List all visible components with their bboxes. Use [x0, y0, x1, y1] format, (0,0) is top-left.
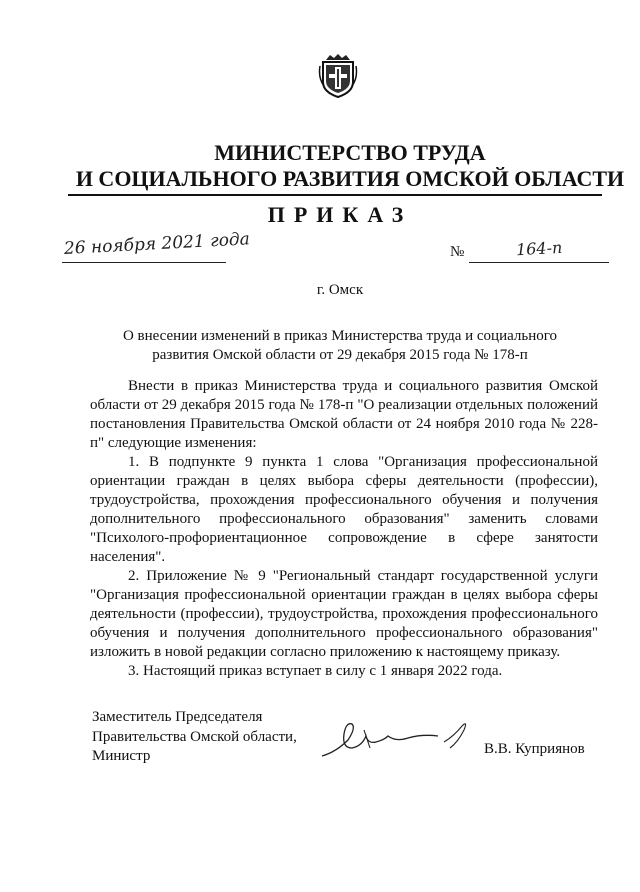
subject-line1: О внесении изменений в приказ Министерства труда и социального: [122, 328, 558, 344]
ministry-name-line1: МИНИСТЕРСТВО ТРУДА: [214, 140, 486, 165]
signer-title: [92, 708, 297, 767]
order-subject: [110, 327, 570, 365]
date-underline: [62, 262, 226, 263]
subject-line2: развития Омской области от 29 декабря 2015 года № 178-п: [152, 347, 528, 363]
ministry-name-line2: И СОЦИАЛЬНОГО РАЗВИТИЯ ОМСКОЙ ОБЛАСТИ: [75, 166, 625, 191]
number-underline: [469, 262, 609, 263]
order-title: ПРИКАЗ: [267, 202, 413, 227]
coat-of-arms-icon: [318, 52, 358, 98]
signer-title-line1: Заместитель Председателя: [92, 709, 263, 725]
order-date: 26 ноября 2021 года: [63, 229, 251, 259]
ministry-header: [60, 140, 640, 192]
body-item-2: 2. Приложение № 9 "Региональный стандарт государственной услуги "Организация профессиональной ориентации граждан в целях выбора сферы деятельности (профессии), трудоустройства, прохождения профессионального обучения и получения дополнительного профессионального образования" изложить в новой редакции согласно приложению к настоящему приказу.: [90, 568, 598, 660]
city: г. Омск: [316, 282, 364, 298]
signer-title-line3: Министр: [92, 748, 151, 764]
header-divider: [68, 194, 602, 196]
order-body: [90, 377, 598, 681]
body-intro: Внести в приказ Министерства труда и социального развития Омской области от 29 декабря 2015 года № 178-п "О реализации отдельных положений постановления Правительства Омской области от 24 ноября 2010 года № 228-п" следующие изменения:: [90, 378, 598, 451]
body-item-3: 3. Настоящий приказ вступает в силу с 1 января 2022 года.: [128, 663, 503, 679]
order-number: 164-п: [515, 237, 563, 260]
number-label: №: [450, 244, 465, 260]
signer-name: В.В. Куприянов: [484, 741, 585, 757]
signer-title-line2: Правительства Омской области,: [92, 728, 297, 745]
body-item-1: 1. В подпункте 9 пункта 1 слова "Организация профессиональной ориентации граждан в целях выбора сферы деятельности (профессии), трудоустройства, прохождения профессионального обучения и получения дополнительного профессионального образования" заменить словами "Психолого-профориентационное сопровождение в сфере занятости населения".: [90, 454, 598, 565]
handwritten-signature-icon: [318, 718, 478, 762]
